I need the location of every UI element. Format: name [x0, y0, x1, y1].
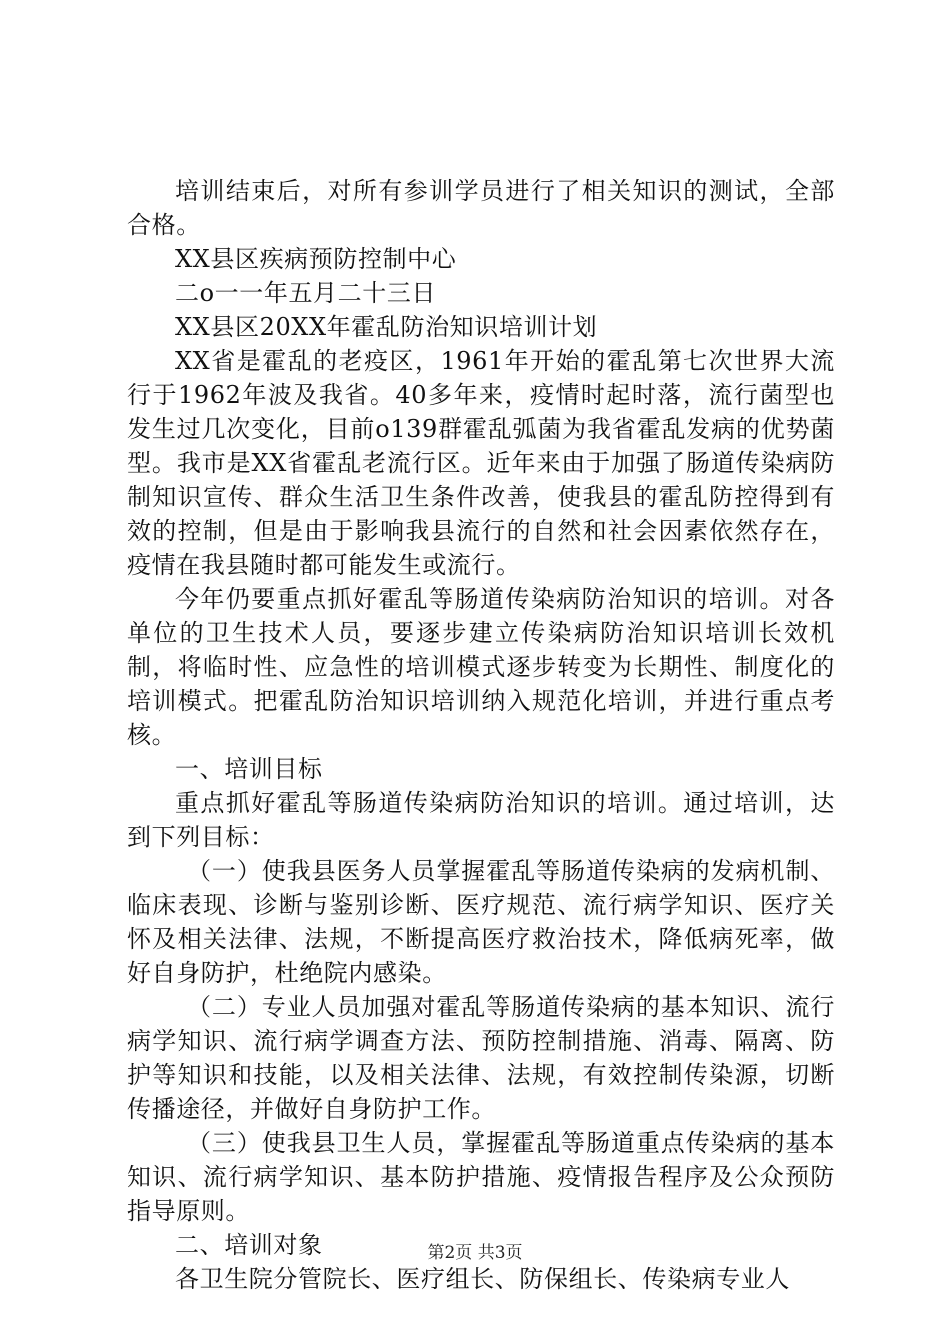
- list-item-goal-2: （二）专业人员加强对霍乱等肠道传染病的基本知识、流行病学知识、流行病学调查方法、预防控制措施、消毒、隔离、防护等知识和技能，以及相关法律、法规，有效控制传染源，切断传播途径，并做好自身防护工作。: [127, 993, 835, 1123]
- paragraph-plan-overview: 今年仍要重点抓好霍乱等肠道传染病防治知识的培训。对各单位的卫生技术人员，要逐步建立传染病防治知识培训长效机制，将临时性、应急性的培训模式逐步转变为长期性、制度化的培训模式。把霍乱防治知识培训纳入规范化培训，并进行重点考核。: [127, 585, 835, 749]
- section-heading-goals: 一、培训目标: [175, 755, 323, 783]
- list-item-goal-3: （三）使我县卫生人员，掌握霍乱等肠道重点传染病的基本知识、流行病学知识、基本防护措施、疫情报告程序及公众预防指导原则。: [127, 1129, 835, 1225]
- document-title: XX县区20XX年霍乱防治知识培训计划: [175, 313, 598, 341]
- page-number-label: 第2页 共3页: [427, 1243, 523, 1263]
- page-footer: [0, 1243, 950, 1263]
- document-body: [127, 174, 835, 1296]
- list-item-goal-1: （一）使我县医务人员掌握霍乱等肠道传染病的发病机制、临床表现、诊断与鉴别诊断、医疗规范、流行病学知识、医疗关怀及相关法律、法规，不断提高医疗救治技术，降低病死率，做好自身防护，杜绝院内感染。: [127, 857, 835, 987]
- paragraph-test-result: 培训结束后，对所有参训学员进行了相关知识的测试，全部合格。: [127, 177, 835, 239]
- paragraph-background: XX省是霍乱的老疫区，1961年开始的霍乱第七次世界大流行于1962年波及我省。40多年来，疫情时起时落，流行菌型也发生过几次变化，目前o139群霍乱弧菌为我省霍乱发病的优势菌型。我市是XX省霍乱老流行区。近年来由于加强了肠道传染病防制知识宣传、群众生活卫生条件改善，使我县的霍乱防控得到有效的控制，但是由于影响我县流行的自然和社会因素依然存在，疫情在我县随时都可能发生或流行。: [127, 347, 835, 579]
- paragraph-audience: 各卫生院分管院长、医疗组长、防保组长、传染病专业人: [175, 1265, 790, 1293]
- section-heading-audience: 二、培训对象: [175, 1231, 323, 1259]
- signature-organization: XX县区疾病预防控制中心: [175, 245, 457, 273]
- signature-date: 二o一一年五月二十三日: [175, 279, 437, 307]
- paragraph-goals-intro: 重点抓好霍乱等肠道传染病防治知识的培训。通过培训，达到下列目标：: [127, 789, 835, 851]
